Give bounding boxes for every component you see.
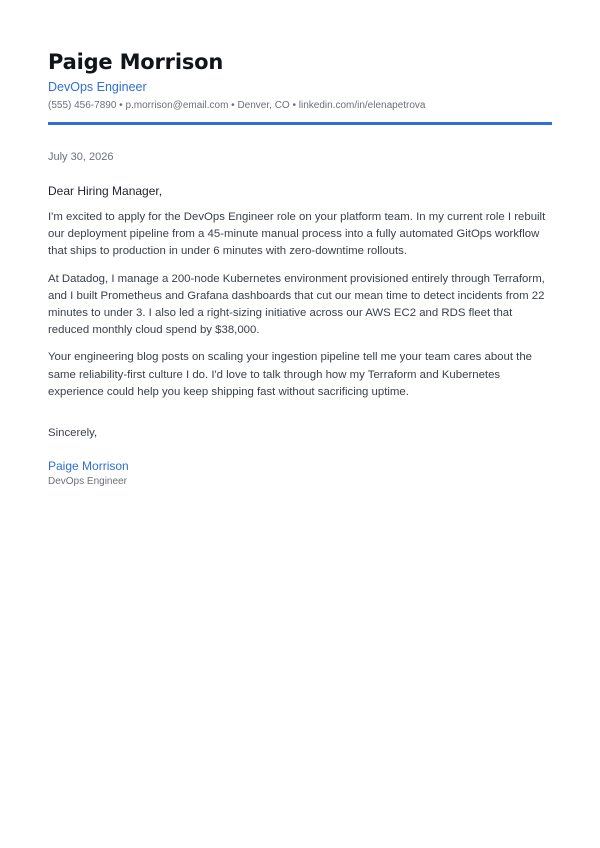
cover-letter xyxy=(48,48,552,488)
letter-date: July 30, 2026 xyxy=(48,151,114,163)
signature-title: DevOps Engineer xyxy=(48,476,127,488)
salutation: Dear Hiring Manager, xyxy=(48,184,163,198)
contact-line: (555) 456-7890 • p.morrison@email.com • Denver, CO • linkedin.com/in/elenapetrova xyxy=(48,100,426,111)
closing: Sincerely, xyxy=(48,427,98,440)
body-paragraph-1: I'm excited to apply for the DevOps Engineer role on your platform team. In my current role I rebuilt our deployment pipeline from a 45-minute manual process into a fully automated GitOps workflow that ships to production in under 6 minutes with zero-downtime rollouts. xyxy=(48,211,546,258)
applicant-name: Paige Morrison xyxy=(48,50,224,74)
body-paragraph-2: At Datadog, I manage a 200-node Kubernetes environment provisioned entirely through Terraform, and I built Prometheus and Grafana dashboards that cut our mean time to detect incidents from 22 minutes to under 3. I also led a right-sizing initiative across our AWS EC2 and RDS fleet that reduced monthly cloud spend by $38,000. xyxy=(48,272,545,337)
header-divider xyxy=(48,122,552,125)
signature-name: Paige Morrison xyxy=(48,459,129,474)
applicant-title: DevOps Engineer xyxy=(48,80,147,94)
body-paragraph-3: Your engineering blog posts on scaling your ingestion pipeline tell me your team cares about the same reliability-first culture I do. I'd love to talk through how my Terraform and Kubernetes experience could help you keep shipping fast without sacrificing uptime. xyxy=(48,351,532,398)
